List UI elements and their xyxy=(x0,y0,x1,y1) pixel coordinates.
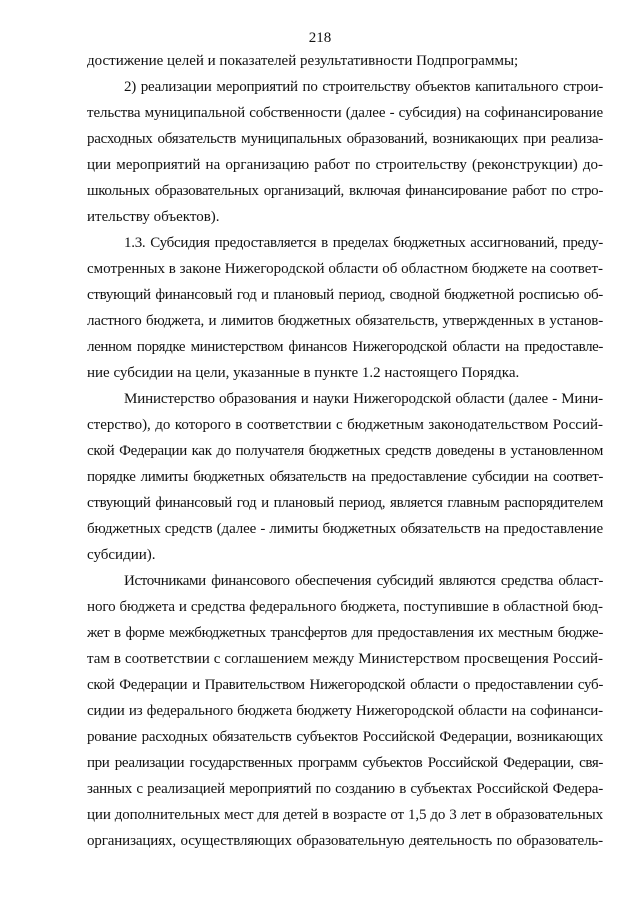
text-line: субсидии). xyxy=(87,547,156,563)
page-number: 218 xyxy=(308,30,332,46)
text-line: ительству объектов). xyxy=(87,209,220,225)
text-line: ластного бюджета, и лимитов бюджетных обязательств, утвержденных в установ- xyxy=(87,313,603,329)
text-line: расходных обязательств муниципальных образований, возникающих при реализа- xyxy=(87,131,603,147)
text-line: школьных образовательных организаций, включая финансирование работ по стро- xyxy=(87,183,603,199)
text-line: смотренных в законе Нижегородской области об областном бюджете на соответ- xyxy=(87,261,603,277)
text-line: тельства муниципальной собственности (далее - субсидия) на софинансирование xyxy=(87,105,603,121)
text-line: там в соответствии с соглашением между Министерством просвещения Россий- xyxy=(87,651,603,667)
text-line: достижение целей и показателей результативности Подпрограммы; xyxy=(87,53,519,69)
text-line: организациях, осуществляющих образовательную деятельность по образователь- xyxy=(87,833,603,849)
text-line: занных с реализацией мероприятий по созданию в субъектах Российской Федера- xyxy=(87,781,603,797)
text-line: 2) реализации мероприятий по строительству объектов капитального строи- xyxy=(124,79,603,95)
text-line: Министерство образования и науки Нижегородской области (далее - Мини- xyxy=(124,391,603,407)
text-line: жет в форме межбюджетных трансфертов для предоставления их местным бюдже- xyxy=(87,625,603,641)
text-line: ствующий финансовый год и плановый период, сводной бюджетной росписью об- xyxy=(87,287,603,303)
text-line: ние субсидии на цели, указанные в пункте 1.2 настоящего Порядка. xyxy=(87,365,520,381)
text-line: ного бюджета и средства федерального бюджета, поступившие в областной бюд- xyxy=(87,599,603,615)
text-line: ции дополнительных мест для детей в возрасте от 1,5 до 3 лет в образовательных xyxy=(87,807,603,823)
text-line: ленном порядке министерством финансов Нижегородской области на предоставле- xyxy=(87,339,603,355)
text-line: бюджетных средств (далее - лимиты бюджетных обязательств на предоставление xyxy=(87,521,603,537)
text-line: Источниками финансового обеспечения субсидий являются средства област- xyxy=(124,573,603,589)
text-line: стерство), до которого в соответствии с бюджетным законодательством Россий- xyxy=(87,417,603,433)
text-line: порядке лимиты бюджетных обязательств на предоставление субсидии на соответ- xyxy=(87,469,603,485)
text-line: рование расходных обязательств субъектов Российской Федерации, возникающих xyxy=(87,729,603,745)
text-line: ствующий финансовый год и плановый период, является главным распорядителем xyxy=(87,495,603,511)
text-line: ской Федерации как до получателя бюджетных средств доведены в установленном xyxy=(87,443,603,459)
text-line: ской Федерации и Правительством Нижегородской области о предоставлении суб- xyxy=(87,677,603,693)
text-line: ции мероприятий на организацию работ по строительству (реконструкции) до- xyxy=(87,157,603,173)
document-body xyxy=(87,51,603,857)
text-line: 1.3. Субсидия предоставляется в пределах бюджетных ассигнований, преду- xyxy=(124,235,603,251)
text-line: при реализации государственных программ субъектов Российской Федерации, свя- xyxy=(87,755,603,771)
text-line: сидии из федерального бюджета бюджету Нижегородской области на софинанси- xyxy=(87,703,603,719)
